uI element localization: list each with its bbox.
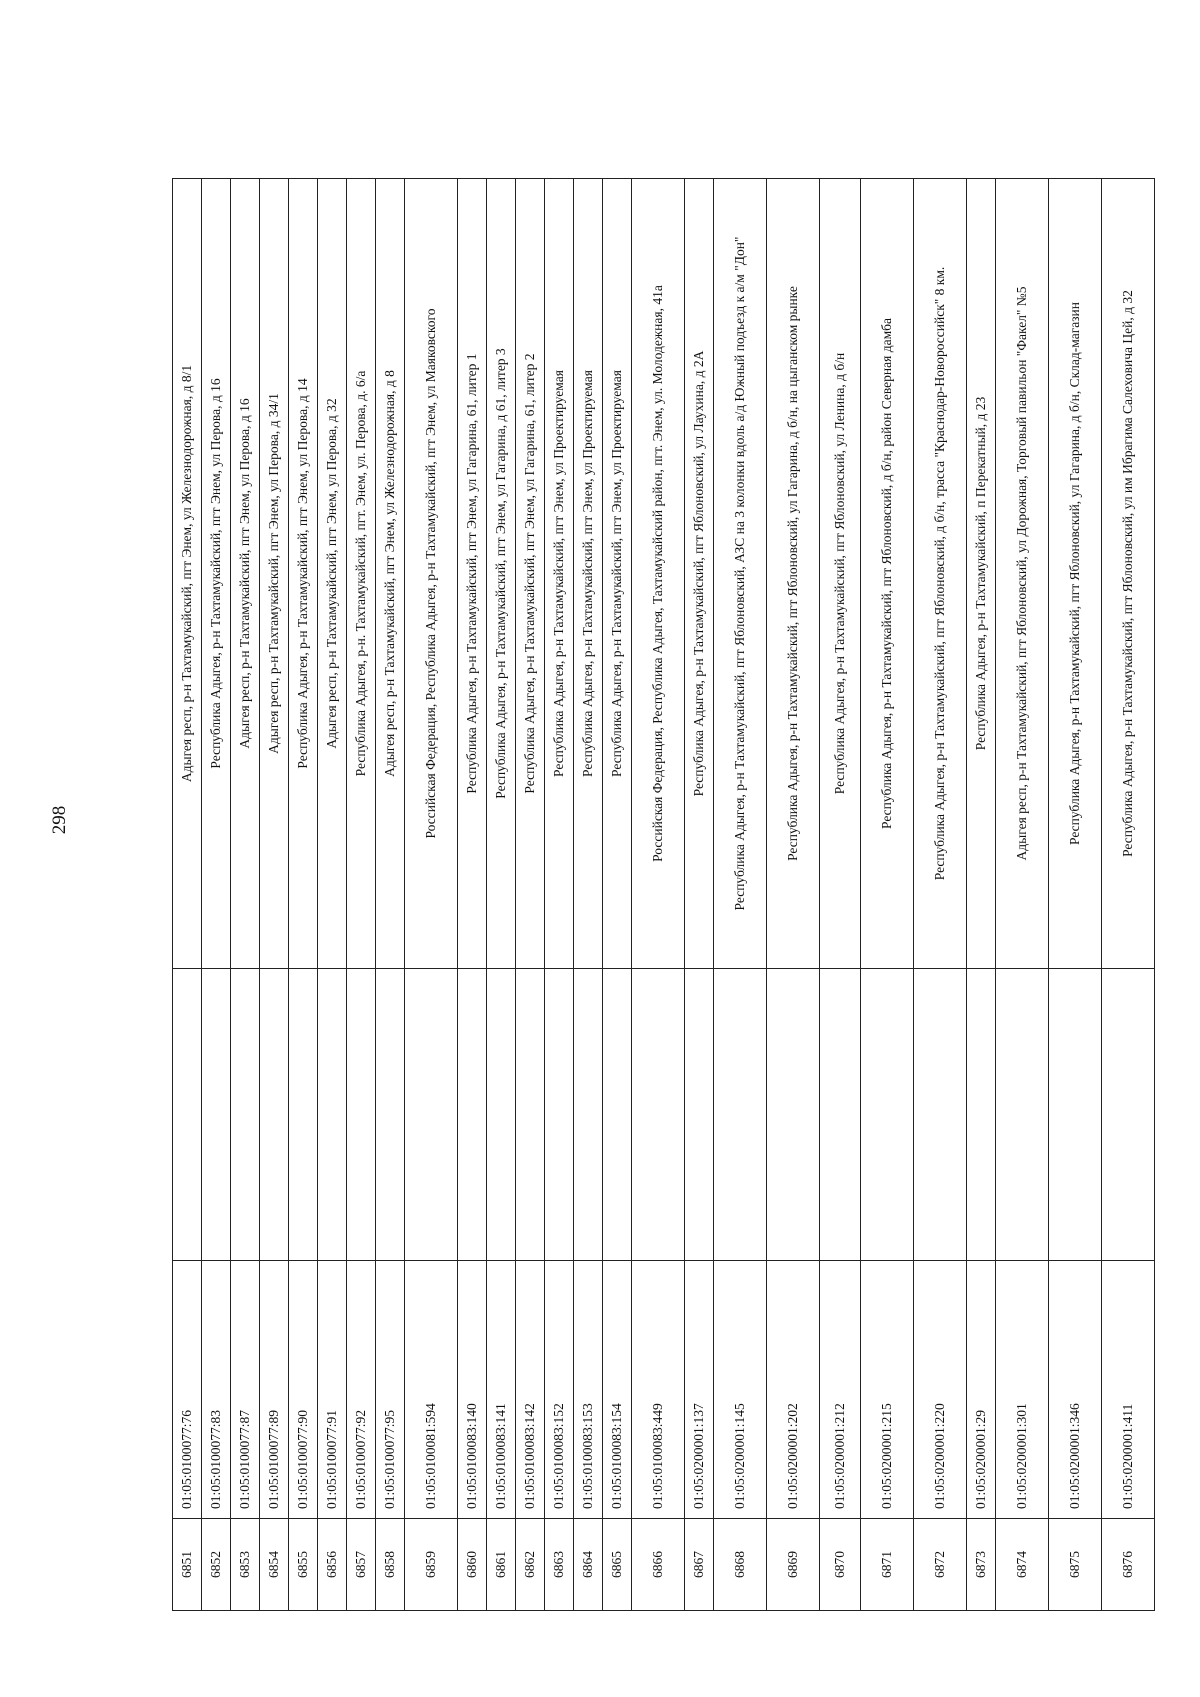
cadastral-number: 01:05:0100083:140 bbox=[458, 1261, 487, 1519]
blank-cell bbox=[376, 969, 405, 1261]
table-row bbox=[714, 179, 767, 1611]
blank-cell bbox=[1102, 969, 1155, 1261]
table-row bbox=[767, 179, 820, 1611]
blank-cell bbox=[685, 969, 714, 1261]
cadastral-number: 01:05:0100077:95 bbox=[376, 1261, 405, 1519]
row-number: 6853 bbox=[231, 1519, 260, 1611]
row-number: 6875 bbox=[1049, 1519, 1102, 1611]
row-number: 6876 bbox=[1102, 1519, 1155, 1611]
row-number: 6871 bbox=[861, 1519, 914, 1611]
table-row bbox=[1049, 179, 1102, 1611]
table-row bbox=[1102, 179, 1155, 1611]
table-row bbox=[574, 179, 603, 1611]
address: Республика Адыгея, р-н Тахтамукайский, пгт Яблоновский, д б/н, район Северная дамба bbox=[861, 179, 914, 969]
blank-cell bbox=[289, 969, 318, 1261]
row-number: 6868 bbox=[714, 1519, 767, 1611]
address: Республика Адыгея, р-н Тахтамукайский, пгт Яблоновский, ул Гагарина, д б/н, Склад-магазин bbox=[1049, 179, 1102, 969]
property-table-frame bbox=[172, 179, 1135, 1611]
address: Российская Федерация, Республика Адыгея, р-н Тахтамукайский, пгт Энем, ул Маяковского bbox=[405, 179, 458, 969]
address: Адыгея респ, р-н Тахтамукайский, пгт Энем, ул Перова, д 16 bbox=[231, 179, 260, 969]
cadastral-number: 01:05:0100077:90 bbox=[289, 1261, 318, 1519]
table-body bbox=[173, 179, 1155, 1611]
cadastral-number: 01:05:0100083:154 bbox=[603, 1261, 632, 1519]
cadastral-number: 01:05:0100083:142 bbox=[516, 1261, 545, 1519]
row-number: 6852 bbox=[202, 1519, 231, 1611]
blank-cell bbox=[545, 969, 574, 1261]
cadastral-number: 01:05:0100077:76 bbox=[173, 1261, 202, 1519]
address: Адыгея респ, р-н Тахтамукайский, пгт Энем, ул Перова, д 34/1 bbox=[260, 179, 289, 969]
address: Республика Адыгея, р-н Тахтамукайский, пгт Энем, ул Проектируемая bbox=[545, 179, 574, 969]
address: Республика Адыгея, р-н Тахтамукайский, пгт Энем, ул Гагарина, 61, литер 2 bbox=[516, 179, 545, 969]
row-number: 6867 bbox=[685, 1519, 714, 1611]
blank-cell bbox=[996, 969, 1049, 1261]
row-number: 6857 bbox=[347, 1519, 376, 1611]
row-number: 6861 bbox=[487, 1519, 516, 1611]
blank-cell bbox=[820, 969, 861, 1261]
address: Адыгея респ, р-н Тахтамукайский, пгт Энем, ул Железнодорожная, д 8/1 bbox=[173, 179, 202, 969]
row-number: 6859 bbox=[405, 1519, 458, 1611]
address: Республика Адыгея, р-н Тахтамукайский, пгт Яблоновский, ул им Ибрагима Салеховича Цей, д 32 bbox=[1102, 179, 1155, 969]
blank-cell bbox=[714, 969, 767, 1261]
address: Республика Адыгея, р-н Тахтамукайский, п Перекатный, д 23 bbox=[967, 179, 996, 969]
blank-cell bbox=[458, 969, 487, 1261]
row-number: 6862 bbox=[516, 1519, 545, 1611]
blank-cell bbox=[1049, 969, 1102, 1261]
address: Адыгея респ, р-н Тахтамукайский, пгт Энем, ул Перова, д 32 bbox=[318, 179, 347, 969]
cadastral-number: 01:05:0100077:83 bbox=[202, 1261, 231, 1519]
table-row bbox=[231, 179, 260, 1611]
table-row bbox=[260, 179, 289, 1611]
cadastral-number: 01:05:0100083:153 bbox=[574, 1261, 603, 1519]
address: Республика Адыгея, р-н Тахтамукайский, пгт Яблоновский, АЗС на 3 колонки вдоль а/д Южный подъезд к а/м "Дон" bbox=[714, 179, 767, 969]
blank-cell bbox=[914, 969, 967, 1261]
cadastral-number: 01:05:0100083:449 bbox=[632, 1261, 685, 1519]
cadastral-number: 01:05:0200001:29 bbox=[967, 1261, 996, 1519]
cadastral-number: 01:05:0200001:411 bbox=[1102, 1261, 1155, 1519]
blank-cell bbox=[487, 969, 516, 1261]
cadastral-number: 01:05:0100081:594 bbox=[405, 1261, 458, 1519]
blank-cell bbox=[574, 969, 603, 1261]
row-number: 6856 bbox=[318, 1519, 347, 1611]
blank-cell bbox=[516, 969, 545, 1261]
table-row bbox=[914, 179, 967, 1611]
cadastral-number: 01:05:0100077:87 bbox=[231, 1261, 260, 1519]
row-number: 6863 bbox=[545, 1519, 574, 1611]
cadastral-number: 01:05:0100083:152 bbox=[545, 1261, 574, 1519]
cadastral-number: 01:05:0200001:301 bbox=[996, 1261, 1049, 1519]
blank-cell bbox=[347, 969, 376, 1261]
row-number: 6865 bbox=[603, 1519, 632, 1611]
table-row bbox=[516, 179, 545, 1611]
blank-cell bbox=[861, 969, 914, 1261]
blank-cell bbox=[318, 969, 347, 1261]
address: Республика Адыгея, р-н Тахтамукайский, пгт Энем, ул Гагарина, д 61, литер 3 bbox=[487, 179, 516, 969]
blank-cell bbox=[405, 969, 458, 1261]
table-row bbox=[545, 179, 574, 1611]
blank-cell bbox=[767, 969, 820, 1261]
row-number: 6870 bbox=[820, 1519, 861, 1611]
blank-cell bbox=[967, 969, 996, 1261]
cadastral-number: 01:05:0100083:141 bbox=[487, 1261, 516, 1519]
row-number: 6873 bbox=[967, 1519, 996, 1611]
address: Республика Адыгея, р-н Тахтамукайский, пгт Энем, ул Проектируемая bbox=[574, 179, 603, 969]
page-number: 298 bbox=[49, 805, 70, 835]
row-number: 6866 bbox=[632, 1519, 685, 1611]
address: Адыгея респ, р-н Тахтамукайский, пгт Яблоновский, ул Дорожная, Торговый павильон "Факел" №5 bbox=[996, 179, 1049, 969]
cadastral-number: 01:05:0100077:89 bbox=[260, 1261, 289, 1519]
blank-cell bbox=[632, 969, 685, 1261]
cadastral-number: 01:05:0100077:91 bbox=[318, 1261, 347, 1519]
cadastral-number: 01:05:0200001:202 bbox=[767, 1261, 820, 1519]
table-row bbox=[318, 179, 347, 1611]
address: Республика Адыгея, р-н Тахтамукайский, пгт Энем, ул Проектируемая bbox=[603, 179, 632, 969]
property-table bbox=[172, 178, 1155, 1611]
table-row bbox=[967, 179, 996, 1611]
address: Республика Адыгея, р-н Тахтамукайский, пгт Яблоновский, д б/н, трасса "Краснодар-Новороссийск" 8 км. bbox=[914, 179, 967, 969]
table-row bbox=[820, 179, 861, 1611]
cadastral-number: 01:05:0200001:212 bbox=[820, 1261, 861, 1519]
address: Республика Адыгея, р-н Тахтамукайский, пгт Энем, ул Перова, д 14 bbox=[289, 179, 318, 969]
address: Российская Федерация, Республика Адыгея, Тахтамукайский район, пгт. Энем, ул. Молодежная, 41а bbox=[632, 179, 685, 969]
table-row bbox=[632, 179, 685, 1611]
row-number: 6860 bbox=[458, 1519, 487, 1611]
blank-cell bbox=[603, 969, 632, 1261]
blank-cell bbox=[260, 969, 289, 1261]
address: Республика Адыгея, р-н. Тахтамукайский, пгт. Энем, ул. Перова, д. 6/а bbox=[347, 179, 376, 969]
cadastral-number: 01:05:0200001:346 bbox=[1049, 1261, 1102, 1519]
address: Республика Адыгея, р-н Тахтамукайский, пгт Энем, ул Перова, д 16 bbox=[202, 179, 231, 969]
cadastral-number: 01:05:0200001:215 bbox=[861, 1261, 914, 1519]
address: Республика Адыгея, р-н Тахтамукайский, пгт Яблоновский, ул Лаухина, д 2А bbox=[685, 179, 714, 969]
blank-cell bbox=[231, 969, 260, 1261]
table-row bbox=[996, 179, 1049, 1611]
table-row bbox=[487, 179, 516, 1611]
table-row bbox=[289, 179, 318, 1611]
address: Республика Адыгея, р-н Тахтамукайский, пгт Яблоновский, ул Гагарина, д б/н, на цыганском рынке bbox=[767, 179, 820, 969]
table-row bbox=[173, 179, 202, 1611]
cadastral-number: 01:05:0100077:92 bbox=[347, 1261, 376, 1519]
cadastral-number: 01:05:0200001:145 bbox=[714, 1261, 767, 1519]
row-number: 6864 bbox=[574, 1519, 603, 1611]
table-row bbox=[405, 179, 458, 1611]
blank-cell bbox=[202, 969, 231, 1261]
row-number: 6851 bbox=[173, 1519, 202, 1611]
table-row bbox=[685, 179, 714, 1611]
address: Адыгея респ, р-н Тахтамукайский, пгт Энем, ул Железнодорожная, д 8 bbox=[376, 179, 405, 969]
cadastral-number: 01:05:0200001:220 bbox=[914, 1261, 967, 1519]
row-number: 6858 bbox=[376, 1519, 405, 1611]
table-row bbox=[861, 179, 914, 1611]
row-number: 6854 bbox=[260, 1519, 289, 1611]
cadastral-number: 01:05:0200001:137 bbox=[685, 1261, 714, 1519]
address: Республика Адыгея, р-н Тахтамукайский, пгт Яблоновский, ул Ленина, д б/н bbox=[820, 179, 861, 969]
address: Республика Адыгея, р-н Тахтамукайский, пгт Энем, ул Гагарина, 61, литер 1 bbox=[458, 179, 487, 969]
table-row bbox=[202, 179, 231, 1611]
row-number: 6855 bbox=[289, 1519, 318, 1611]
table-row bbox=[603, 179, 632, 1611]
table-row bbox=[376, 179, 405, 1611]
table-row bbox=[347, 179, 376, 1611]
row-number: 6874 bbox=[996, 1519, 1049, 1611]
row-number: 6869 bbox=[767, 1519, 820, 1611]
blank-cell bbox=[173, 969, 202, 1261]
row-number: 6872 bbox=[914, 1519, 967, 1611]
table-row bbox=[458, 179, 487, 1611]
